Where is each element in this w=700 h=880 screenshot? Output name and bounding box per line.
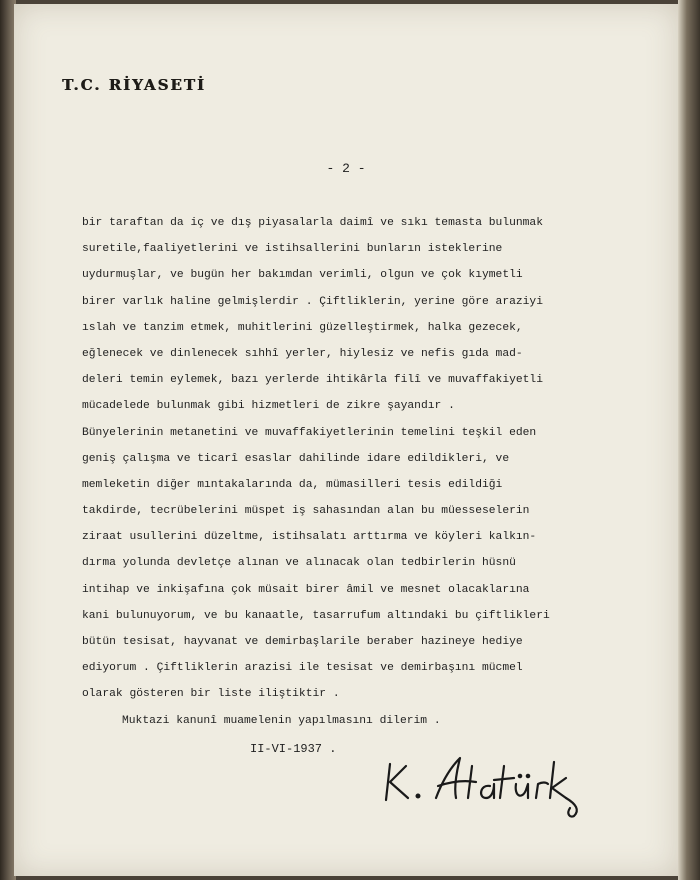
body-line: ziraat usullerini düzeltme, istihsalatı arttırma ve köyleri kalkın- [82, 531, 537, 544]
body-line: birer varlık haline gelmişlerdir . Çiftliklerin, yerine göre araziyi [82, 295, 543, 308]
body-line: memleketin diğer mıntakalarında da, mümasilleri tesis edildiği [82, 478, 503, 491]
body-line: kani bulunuyorum, ve bu kanaatle, tasarrufum altındaki bu çiftlikleri [82, 609, 550, 622]
body-line: mücadelede bulunmak gibi hizmetleri de zikre şayandır . [82, 400, 455, 413]
letter-body [82, 210, 672, 734]
body-line: Bünyelerinin metanetini ve muvaffakiyetlerinin temelini teşkil eden [82, 426, 537, 439]
body-line: deleri temin eylemek, bazı yerlerde ihtikârla filî ve muvaffakiyetli [82, 374, 543, 387]
body-line: geniş çalışma ve ticarî esaslar dahilinde idare edildikleri, ve [82, 452, 510, 465]
body-line: eğlenecek ve dinlenecek sıhhî yerler, hiylesiz ve nefis gıda mad- [82, 347, 523, 360]
body-line: dırma yolunda devletçe alınan ve alınacak olan tedbirlerin hüsnü [82, 557, 516, 570]
body-line: intihap ve inkişafına çok müsait birer âmil ve mesnet olacaklarına [82, 583, 530, 596]
document-date: II-VI-1937 . [250, 742, 337, 756]
body-line: uydurmuşlar, ve bugün her bakımdan verimli, olgun ve çok kıymetli [82, 269, 523, 282]
page-number: - 2 - [326, 161, 366, 176]
body-line: ediyorum . Çiftliklerin arazisi ile tesisat ve demirbaşını mücmel [82, 662, 523, 675]
body-line: suretile,faaliyetlerini ve istihsallerini bunların isteklerine [82, 243, 503, 256]
body-line: takdirde, tecrübelerini müspet iş sahasından alan bu müesseselerin [82, 505, 530, 518]
document-page [14, 4, 678, 876]
closing-line: Muktazi kanunî muamelenin yapılmasını dilerim . [122, 714, 441, 727]
signature-image [380, 752, 590, 822]
body-line: ıslah ve tanzim etmek, muhitlerini güzelleştirmek, halka gezecek, [82, 321, 523, 334]
body-line: olarak gösteren bir liste iliştiktir . [82, 688, 340, 701]
body-line: bir taraftan da iç ve dış piyasalarla daimî ve sıkı temasta bulunmak [82, 217, 543, 229]
body-line: bütün tesisat, hayvanat ve demirbaşlarile beraber hazineye hediye [82, 636, 523, 648]
letterhead: T.C. RİYASETİ [62, 76, 206, 94]
book-page-edge [678, 0, 700, 880]
